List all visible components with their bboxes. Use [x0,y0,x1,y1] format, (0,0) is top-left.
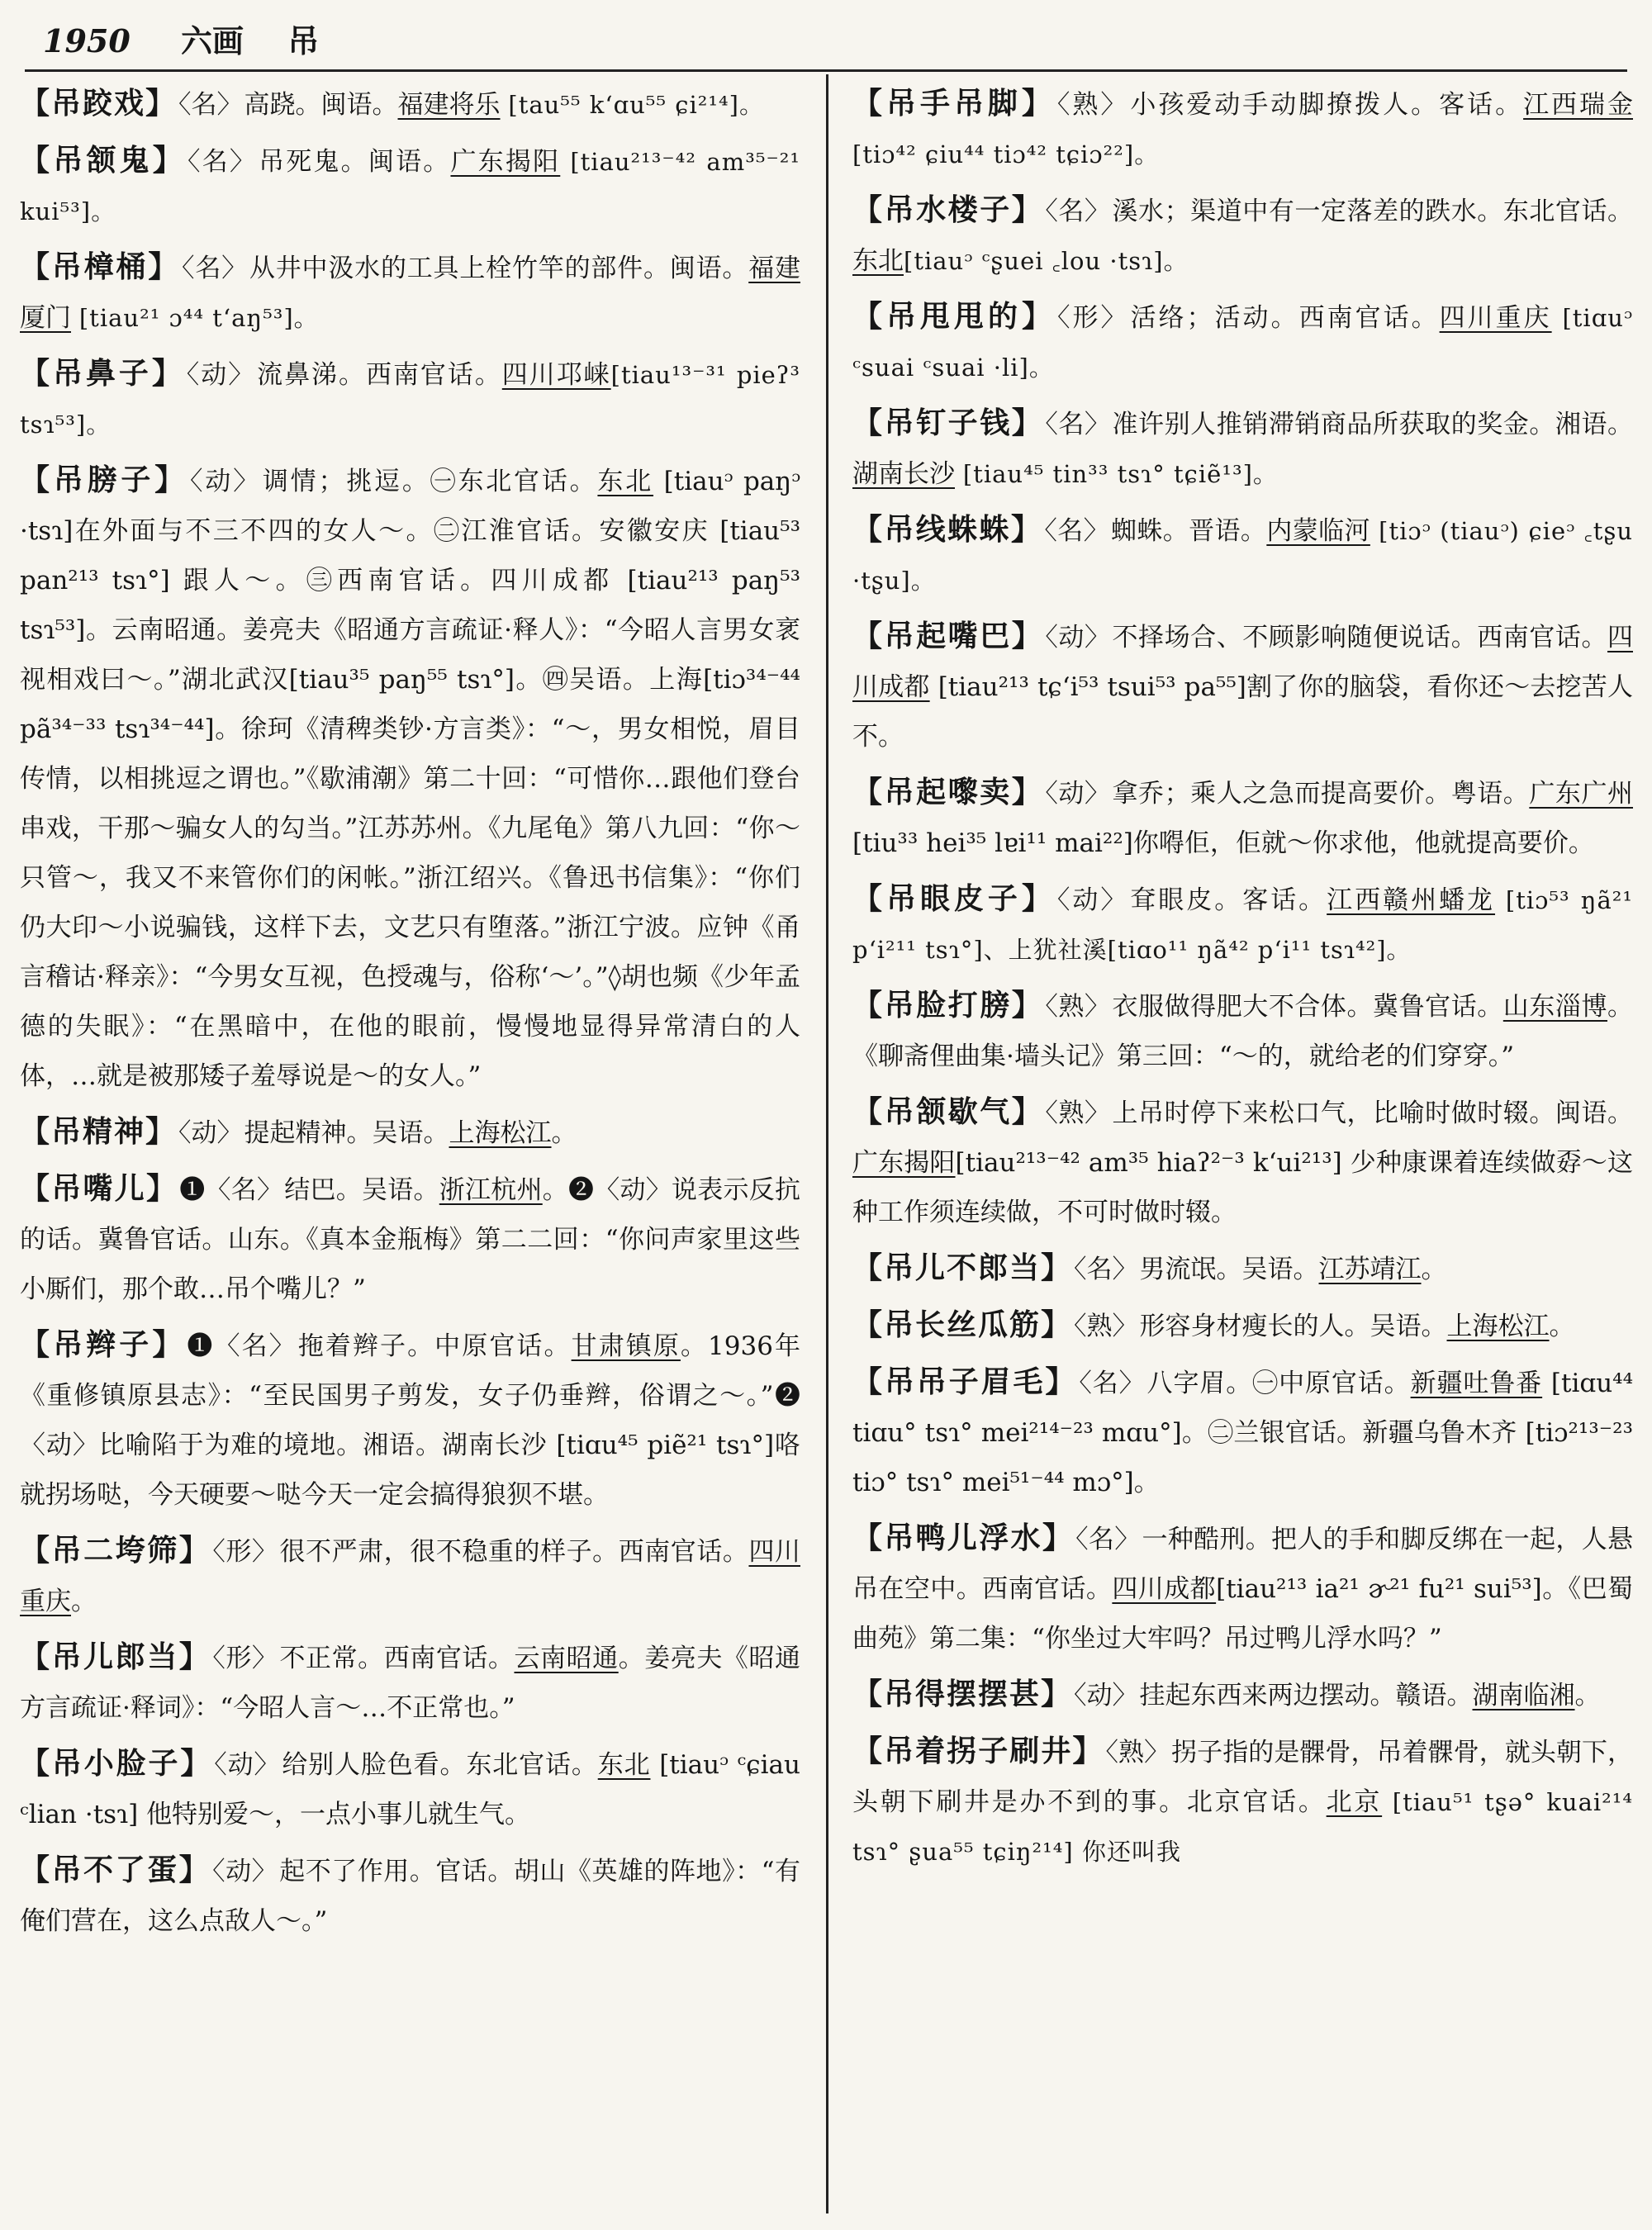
part-of-speech: 〈熟〉 [1105,1738,1170,1767]
headword: 【吊起嚟卖】 [852,776,1044,809]
definition-continued: 。 [1574,1681,1601,1710]
part-of-speech: 〈熟〉 [1045,1098,1111,1128]
part-of-speech: 〈熟〉 [1074,1312,1138,1341]
part-of-speech: 〈动〉 [1056,885,1129,915]
location: 江西瑞金 [1523,90,1633,120]
pronunciation: [tiau²¹ ɔ⁴⁴ tʻaŋ⁵³]。 [78,304,319,332]
location: 东北 [597,1750,651,1780]
headword: 【吊手吊脚】 [852,87,1056,121]
right-column [852,79,1633,2213]
part-of-speech: 〈名〉 [188,147,258,177]
headword: 【吊水楼子】 [852,193,1044,227]
headword: 【吊辫子】 [20,1328,186,1362]
headword: 【吊樟桶】 [20,250,181,284]
definition: 上吊时停下来松口气，比喻时做时辍。闽语。 [1112,1098,1633,1128]
part-of-speech: 〈名〉 [1045,197,1111,226]
dictionary-entry [852,1244,1633,1294]
location: 江西赣州蟠龙 [1327,885,1496,915]
dictionary-entry [20,1526,800,1626]
dictionary-entry [852,1088,1633,1237]
definition-continued: [tiauᵓ paŋᵓ ·tsɿ]在外面与不三不四的女人～。㊁江淮官话。安徽安庆 [tiau⁵³ pan²¹³ tsɿ°] 跟人～。㊂西南官话。四川成都 [tiau²¹³ paŋ⁵³ tsɿ⁵³]。云南昭通。姜亮夫《昭通方言疏证·释人》：“今昭人言男女衺视相戏曰～。”湖北武汉[tiau³⁵ paŋ⁵⁵ tsɿ°]。㊃吴语。上海[tiɔ³⁴⁻⁴⁴ pã³⁴⁻³³ tsɿ³⁴⁻⁴⁴]。徐珂《清稗类钞·方言类》：“～，男女相悦，眉目传情，以相挑逗之谓也。”《歇浦潮》第二十回：“可惜你…跟他们登台串戏，干那～骗女人的勾当。”江苏苏州。《九尾龟》第八九回：“你～只管～，我又不来管你们的闲帐。”浙江绍兴。《鲁迅书信集》：“你们仍大印～小说骗钱，这样下去，文艺只有堕落。”浙江宁波。应钟《甬言稽诂·释亲》：“今男女互视，色授魂与，俗称‘～’。”◊胡也频《少年孟德的失眠》：“在黑暗中，在他的眼前，慢慢地显得异常清白的人体，…就是被那矮子羞辱说是～的女人。” [20,467,800,1091]
header-rule [25,69,1627,72]
definition: 溪水；渠道中有一定落差的跌水。东北官话。 [1112,197,1633,226]
part-of-speech: 〈动〉 [214,1750,281,1780]
headword: 【吊颔鬼】 [20,144,186,178]
definition: 吊死鬼。闽语。 [259,147,451,177]
part-of-speech: 〈名〉 [1074,1255,1138,1284]
definition: 不正常。西南官话。 [279,1644,515,1673]
dictionary-entry [852,399,1633,499]
dictionary-entry [852,1670,1633,1720]
dictionary-entry [852,79,1633,179]
definition: 调情；挑逗。㊀东北官话。 [262,467,598,496]
definition: 形容身材瘦长的人。吴语。 [1139,1312,1447,1341]
dictionary-entry [20,136,800,236]
part-of-speech: 〈名〉 [1044,516,1109,546]
pronunciation: [tiɔ⁴² ɕiu⁴⁴ tiɔ⁴² tɕiɔ²²]。 [852,140,1160,168]
location: 山东淄博 [1502,992,1608,1022]
dictionary-entry [20,1633,800,1733]
definition: 活络；活动。西南官话。 [1130,303,1440,333]
part-of-speech: 〈名〉 [1075,1525,1141,1554]
dictionary-entry [20,79,800,130]
location: 北京 [1326,1787,1383,1817]
definition-continued: [tiauᵓ ᶜɕiau ᶜlian ·tsɿ] 他特别爱～，一点小事儿就生气。 [20,1750,800,1829]
definition: 一种酷刑。把人的手和脚反绑在一起，人悬吊在空中。西南官话。 [852,1525,1633,1604]
part-of-speech: 〈名〉 [182,254,248,283]
dictionary-entry [852,1301,1633,1351]
dictionary-entry [20,349,800,449]
headword: 【吊鼻子】 [20,357,185,391]
definition: 男流氓。吴语。 [1139,1255,1319,1284]
location: 江苏靖江 [1318,1255,1422,1284]
definition: 挂起东西来两边摆动。赣语。 [1139,1681,1473,1710]
headword: 【吊鸭儿浮水】 [852,1521,1075,1555]
dictionary-entry [852,1727,1633,1877]
location: 四川重庆 [1439,303,1552,333]
headword: 【吊颔歇气】 [852,1095,1044,1129]
definition-continued: [tiɑu⁴⁴ tiɑu° tsɿ° mei²¹⁴⁻²³ mɑu°]。㊁兰银官话。新疆乌鲁木齐 [tiɔ²¹³⁻²³ tiɔ° tsɿ° mei⁵¹⁻⁴⁴ mɔ°]。 [852,1369,1633,1497]
location: 浙江杭州 [439,1175,543,1205]
location: 东北 [852,246,904,276]
part-of-speech: ❶〈名〉 [187,1331,297,1361]
definition: 衣服做得肥大不合体。冀鲁官话。 [1112,992,1503,1022]
location: 上海松江 [1446,1312,1550,1341]
headword: 【吊线蛛蛛】 [852,513,1043,547]
headword: 【吊脸打膀】 [852,989,1044,1022]
definition-continued: 。1936年《重修镇原县志》：“至民国男子剪发，女子仍垂辫，俗谓之～。”❷〈动〉比喻陷于为难的境地。湘语。湖南长沙 [tiɑu⁴⁵ piẽ²¹ tsɿ°]咯就拐场哒，今天硬要～哒今天一定会搞得狼狈不堪。 [20,1331,800,1510]
headword: 【吊得摆摆甚】 [852,1677,1073,1711]
dictionary-entry [852,505,1633,605]
definition: 起不了作用。官话。胡山《英雄的阵地》：“有俺们营在，这么点敌人～。” [20,1857,800,1936]
headword: 【吊膀子】 [20,463,188,497]
part-of-speech: 〈熟〉 [1045,992,1111,1022]
location: 东北 [597,467,654,496]
dictionary-entry [852,292,1633,392]
headword: 【吊儿郎当】 [20,1640,211,1674]
pronunciation: [tiau⁵¹ tʂə° kuai²¹⁴ tsɿ° ʂua⁵⁵ tɕiŋ²¹⁴] 你还叫我 [852,1788,1633,1866]
definition: 很不严肃，很不稳重的样子。西南官话。 [279,1537,749,1567]
part-of-speech: 〈动〉 [1045,779,1111,809]
pronunciation: [tiɔ⁵³ ŋã²¹ pʻi²¹¹ tsɿ°]、上犹社溪[tiɑo¹¹ ŋã⁴² pʻi¹¹ tsɿ⁴²]。 [852,886,1633,964]
part-of-speech: 〈形〉 [212,1644,278,1673]
dictionary-entry [20,456,800,1101]
part-of-speech: 〈形〉 [212,1537,278,1567]
dictionary-entry [852,612,1633,762]
column-divider [826,74,828,2213]
dictionary-entry [852,1514,1633,1663]
dictionary-entry [20,243,800,343]
location: 上海松江 [449,1118,552,1148]
pronunciation: [tiɔᵓ (tiauᵓ) ɕieᵓ ꜀tʂu ·tʂu]。 [852,517,1633,595]
headword: 【吊嘴儿】 [20,1172,178,1206]
headword: 【吊小脸子】 [20,1747,213,1781]
pronunciation: [tau⁵⁵ kʻɑu⁵⁵ ɕi²¹⁴]。 [508,91,764,119]
headword: 【吊吊子眉毛】 [852,1365,1078,1399]
pronunciation: [tiau²¹³⁻⁴² am³⁵⁻²¹ kui⁵³]。 [20,148,800,225]
definition-continued: [tiau²¹³ tɕʻi⁵³ tsui⁵³ pa⁵⁵]割了你的脑袋，看你还～去挖苦人不。 [852,672,1633,752]
location: 云南昭通 [514,1644,619,1673]
part-of-speech: 〈名〉 [178,90,243,120]
definition: 准许别人推销滞销商品所获取的奖金。湘语。 [1112,410,1633,439]
headword: 【吊儿不郎当】 [852,1251,1073,1285]
location: 湖南长沙 [852,459,955,489]
part-of-speech: 〈熟〉 [1056,90,1129,120]
definition: 拐子指的是髁骨，吊着髁骨，就头朝下，头朝下刷井是办不到的事。北京官话。 [852,1738,1633,1817]
pronunciation: [tiau⁴⁵ tin³³ tsɿ° tɕiẽ¹³]。 [962,460,1278,488]
definition: 高跷。闽语。 [244,90,398,120]
headword: 【吊跤戏】 [20,87,178,121]
definition-continued: 。 [1549,1312,1575,1341]
headword: 【吊不了蛋】 [20,1853,211,1887]
location: 甘肃镇原 [571,1331,681,1361]
definition: 拿乔；乘人之急而提高要价。粤语。 [1112,779,1530,809]
definition: 耷眼皮。客话。 [1130,885,1327,915]
headword: 【吊甩甩的】 [852,300,1056,334]
dictionary-entry [852,981,1633,1081]
part-of-speech: 〈动〉 [186,360,256,390]
part-of-speech: 〈动〉 [189,467,261,496]
part-of-speech: 〈动〉 [178,1118,243,1148]
location: 新疆吐鲁番 [1410,1369,1543,1398]
headword: 【吊起嘴巴】 [852,619,1044,653]
headword: 【吊眼皮子】 [852,882,1056,916]
dictionary-entry [20,1739,800,1839]
pronunciation: [tiɑuᵓ ᶜsuai ᶜsuai ·li]。 [852,304,1633,382]
part-of-speech: 〈名〉 [1045,410,1111,439]
definition-continued: 。《聊斋俚曲集·墙头记》第三回：“～的，就给老的们穿穿。” [852,992,1633,1071]
page-header [43,15,1609,68]
part-of-speech: ❶〈名〉 [179,1175,283,1205]
definition: 流鼻涕。西南官话。 [257,360,502,390]
index-character: 吊 [287,22,320,59]
dictionary-entry [852,1358,1633,1507]
definition: 提起精神。吴语。 [244,1118,449,1148]
dictionary-entry [20,1165,800,1314]
pronunciation: [tiau¹³⁻³¹ pieʔ³ tsɿ⁵³]。 [20,361,800,439]
location: 福建厦门 [20,254,800,333]
location: 四川重庆 [20,1537,800,1616]
definition: 给别人脸色看。东北官话。 [282,1750,598,1780]
definition: 蜘蛛。晋语。 [1111,516,1267,546]
location: 广东广州 [1529,779,1633,809]
location: 广东揭阳 [450,147,561,177]
left-column [20,79,800,2213]
definition: 从井中汲水的工具上栓竹竿的部件。闽语。 [249,254,749,283]
headword: 【吊长丝瓜筋】 [852,1308,1073,1342]
location: 四川成都 [852,623,1633,702]
location: 福建将乐 [397,90,501,120]
definition: 小孩爱动手动脚撩拨人。客话。 [1130,90,1524,120]
headword: 【吊着拐子刷井】 [852,1734,1104,1768]
part-of-speech: 〈形〉 [1057,303,1129,333]
dictionary-entry [20,1321,800,1520]
location: 内蒙临河 [1266,516,1370,546]
definition: 八字眉。㊀中原官话。 [1146,1369,1411,1398]
definition-continued: [tiau²¹³⁻⁴² am³⁵ hiaʔ²⁻³ kʻui²¹³] 少种康课着连续做孬～这种工作须连续做，不可时做时辍。 [852,1148,1633,1227]
part-of-speech: 〈动〉 [212,1857,278,1886]
part-of-speech: 〈动〉 [1045,623,1111,652]
definition-continued: [tiau²¹³ ia²¹ ɚ²¹ fu²¹ sui⁵³]。《巴蜀曲苑》第二集：“你坐过大牢吗？吊过鸭儿浮水吗？” [852,1574,1633,1654]
page-number: 1950 [43,22,131,59]
dictionary-entry [20,1846,800,1946]
part-of-speech: 〈动〉 [1074,1681,1138,1710]
dictionary-entry [852,768,1633,868]
location: 湖南临湘 [1472,1681,1575,1710]
section-label: 六画 [181,22,244,59]
dictionary-entry [852,186,1633,286]
definition: 结巴。吴语。 [284,1175,439,1205]
part-of-speech: 〈名〉 [1079,1369,1146,1398]
definition-continued: 。 [1421,1255,1447,1284]
definition: 不择场合、不顾影响随便说话。西南官话。 [1112,623,1608,652]
pronunciation: [tiauᵓ ᶜʂuei ꜀lou ·tsɿ]。 [904,247,1189,275]
definition-continued: 。姜亮夫《昭通方言疏证·释词》：“今昭人言～…不正常也。” [20,1644,800,1723]
dictionary-entry [852,875,1633,975]
location: 四川邛崃 [501,360,611,390]
headword: 【吊二垮筛】 [20,1534,211,1568]
definition-continued: 。❷〈动〉说表示反抗的话。冀鲁官话。山东。《真本金瓶梅》第二二回：“你问声家里这些小厮们，那个敢…吊个嘴儿？” [20,1175,800,1304]
location: 广东揭阳 [852,1148,956,1178]
definition-continued: [tiu³³ hei³⁵ lɐi¹¹ mai²²]你嘚佢，佢就～你求他，他就提高要价。 [852,828,1594,858]
dictionary-entry [20,1108,800,1158]
definition: 拖着辫子。中原官话。 [297,1331,572,1361]
definition-continued: 。 [551,1118,577,1148]
definition-continued: 。 [71,1587,97,1616]
headword: 【吊钉子钱】 [852,406,1044,440]
location: 四川成都 [1112,1574,1217,1604]
headword: 【吊精神】 [20,1115,178,1149]
